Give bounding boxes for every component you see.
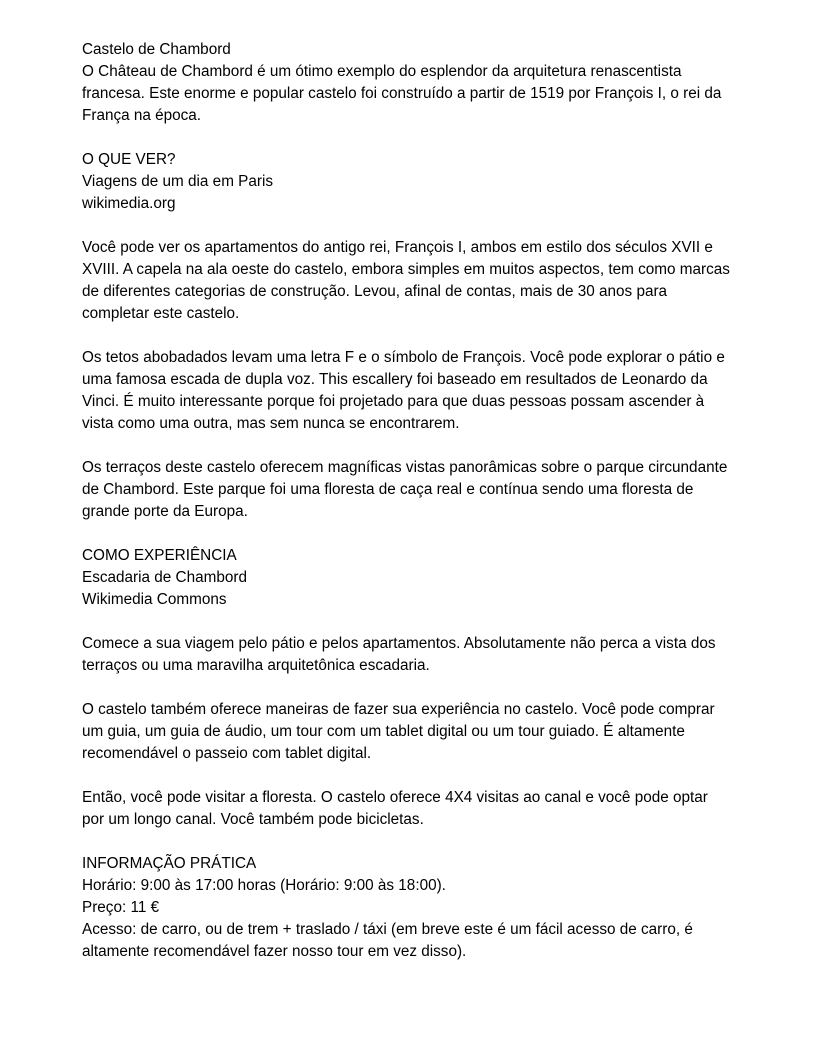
section-heading-what-to-see: O QUE VER? xyxy=(82,151,176,168)
document-page xyxy=(82,39,734,963)
image-caption: Escadaria de Chambord xyxy=(82,569,247,586)
spacer xyxy=(82,765,734,787)
section-heading-experience: COMO EXPERIÊNCIA xyxy=(82,547,237,564)
info-price: Preço: 11 € xyxy=(82,899,160,916)
image-caption: Viagens de um dia em Paris xyxy=(82,173,274,190)
paragraph: Comece a sua viagem pelo pátio e pelos apartamentos. Absolutamente não perca a vista dos terraços ou uma maravilha arquitetônica escadaria. xyxy=(82,635,716,674)
document-title: Castelo de Chambord xyxy=(82,41,231,58)
spacer xyxy=(82,677,734,699)
spacer xyxy=(82,611,734,633)
paragraph: Os terraços deste castelo oferecem magníficas vistas panorâmicas sobre o parque circundante de Chambord. Este parque foi uma floresta de caça real e contínua sendo uma floresta de grande porte da Europa. xyxy=(82,459,728,520)
spacer xyxy=(82,435,734,457)
info-access: Acesso: de carro, ou de trem + traslado / táxi (em breve este é um fácil acesso de carro, é altamente recomendável fazer nosso tour em vez disso). xyxy=(82,921,693,960)
info-hours: Horário: 9:00 às 17:00 horas (Horário: 9:00 às 18:00). xyxy=(82,877,446,894)
paragraph: Os tetos abobadados levam uma letra F e o símbolo de François. Você pode explorar o pátio e uma famosa escada de dupla voz. This escallery foi baseado em resultados de Leonardo da Vinci. É muito interessante porque foi projetado para que duas pessoas possam ascender à vista como uma outra, mas sem nunca se encontrarem. xyxy=(82,349,725,432)
spacer xyxy=(82,127,734,149)
spacer xyxy=(82,831,734,853)
intro-paragraph: O Château de Chambord é um ótimo exemplo do esplendor da arquitetura renascentista francesa. Este enorme e popular castelo foi construído a partir de 1519 por François I, o rei da França na época. xyxy=(82,63,722,124)
spacer xyxy=(82,215,734,237)
paragraph: O castelo também oferece maneiras de fazer sua experiência no castelo. Você pode comprar um guia, um guia de áudio, um tour com um tablet digital ou um tour guiado. É altamente recomendável o passeio com tablet digital. xyxy=(82,701,715,762)
spacer xyxy=(82,523,734,545)
image-credit: Wikimedia Commons xyxy=(82,591,227,608)
section-heading-practical-info: INFORMAÇÃO PRÁTICA xyxy=(82,855,257,872)
spacer xyxy=(82,325,734,347)
paragraph: Você pode ver os apartamentos do antigo rei, François I, ambos em estilo dos séculos XVII e XVIII. A capela na ala oeste do castelo, embora simples em muitos aspectos, tem como marcas de diferentes categorias de construção. Levou, afinal de contas, mais de 30 anos para completar este castelo. xyxy=(82,239,730,322)
image-credit: wikimedia.org xyxy=(82,195,176,212)
paragraph: Então, você pode visitar a floresta. O castelo oferece 4X4 visitas ao canal e você pode optar por um longo canal. Você também pode bicicletas. xyxy=(82,789,708,828)
